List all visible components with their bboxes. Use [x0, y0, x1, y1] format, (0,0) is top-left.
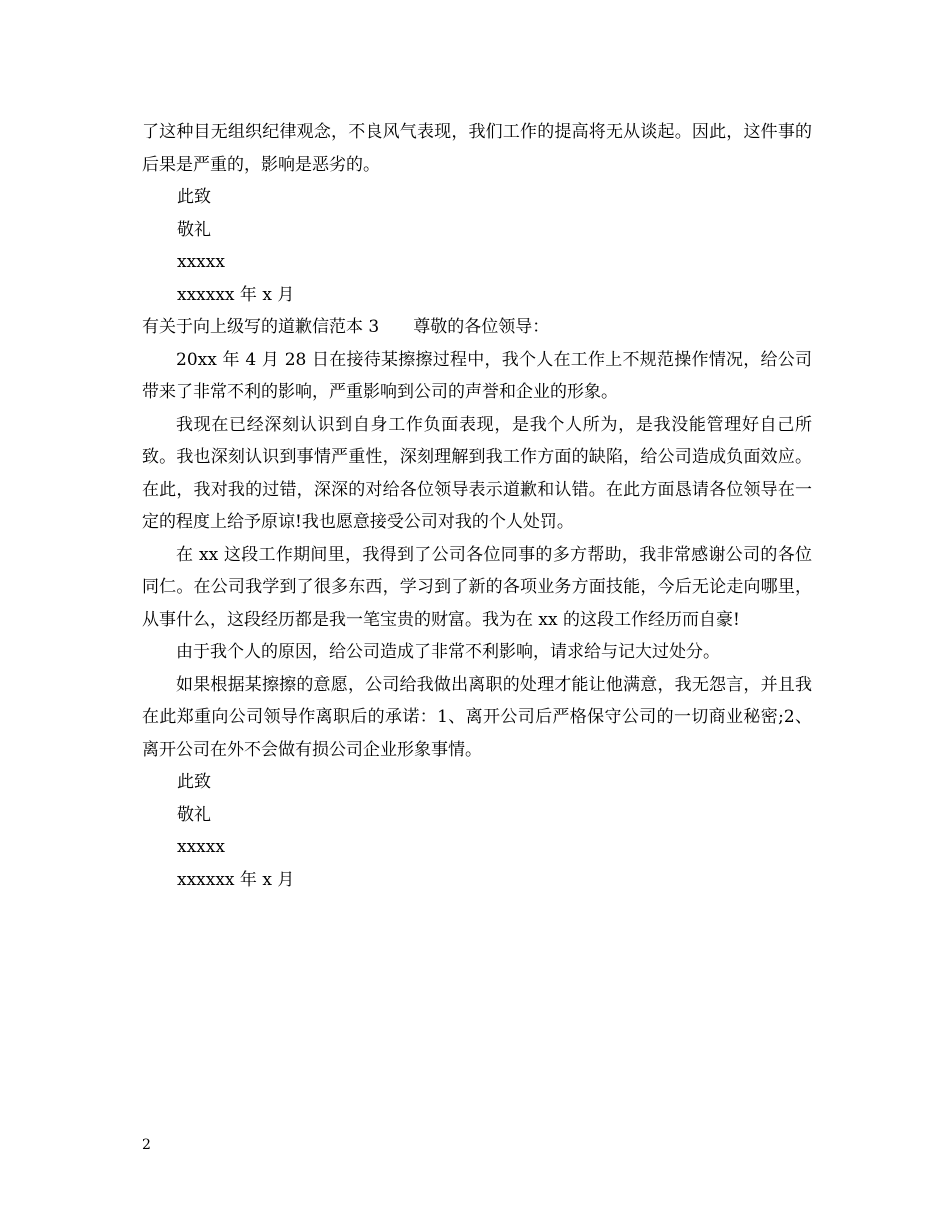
- closing-salute: 敬礼: [177, 219, 211, 240]
- closing-salute-2: 敬礼: [177, 804, 211, 825]
- date-line: xxxxxx 年 x 月: [177, 284, 295, 305]
- body-paragraph-5: 如果根据某擦擦的意愿，公司给我做出离职的处理才能让他满意，我无怨言，并且我在此郑重向公司领导作离职后的承诺：1、离开公司后严格保守公司的一切商业秘密;2、离开公司在外不会做有损公司企业形象事情。: [142, 674, 812, 760]
- continuation-paragraph: 了这种目无组织纪律观念，不良风气表现，我们工作的提高将无从谈起。因此，这件事的后果是严重的，影响是恶劣的。: [142, 122, 812, 175]
- section-heading-line: [142, 311, 812, 344]
- closing-greeting: 此致: [177, 187, 211, 207]
- body-paragraph-3: 在 xx 这段工作期间里，我得到了公司各位同事的多方帮助，我非常感谢公司的各位同仁。在公司我学到了很多东西，学习到了新的各项业务方面技能，今后无论走向哪里，从事什么，这段经历都是我一笔宝贵的财富。我为在 xx 的这段工作经历而自豪!: [142, 544, 812, 630]
- signature-2: xxxxx: [177, 837, 225, 857]
- body-paragraph-4: 由于我个人的原因，给公司造成了非常不利影响，请求给与记大过处分。: [176, 642, 720, 662]
- closing-greeting-2: 此致: [177, 772, 211, 792]
- date-line-2: xxxxxx 年 x 月: [177, 869, 295, 890]
- section-title: 有关于向上级写的道歉信范本 3: [142, 317, 380, 337]
- document-body: [142, 116, 812, 896]
- page-number: 2: [142, 1137, 151, 1153]
- body-paragraph-1: 20xx 年 4 月 28 日在接待某擦擦过程中，我个人在工作上不规范操作情况，给公司带来了非常不利的影响，严重影响到公司的声誉和企业的形象。: [142, 349, 812, 402]
- body-paragraph-2: 我现在已经深刻认识到自身工作负面表现，是我个人所为，是我没能管理好自己所致。我也深刻认识到事情严重性，深刻理解到我工作方面的缺陷，给公司造成负面效应。在此，我对我的过错，深深的对给各位领导表示道歉和认错。在此方面恳请各位领导在一定的程度上给予原谅!我也愿意接受公司对我的个人处罚。: [142, 414, 812, 532]
- salutation: 尊敬的各位领导：: [413, 317, 550, 337]
- signature: xxxxx: [177, 252, 225, 272]
